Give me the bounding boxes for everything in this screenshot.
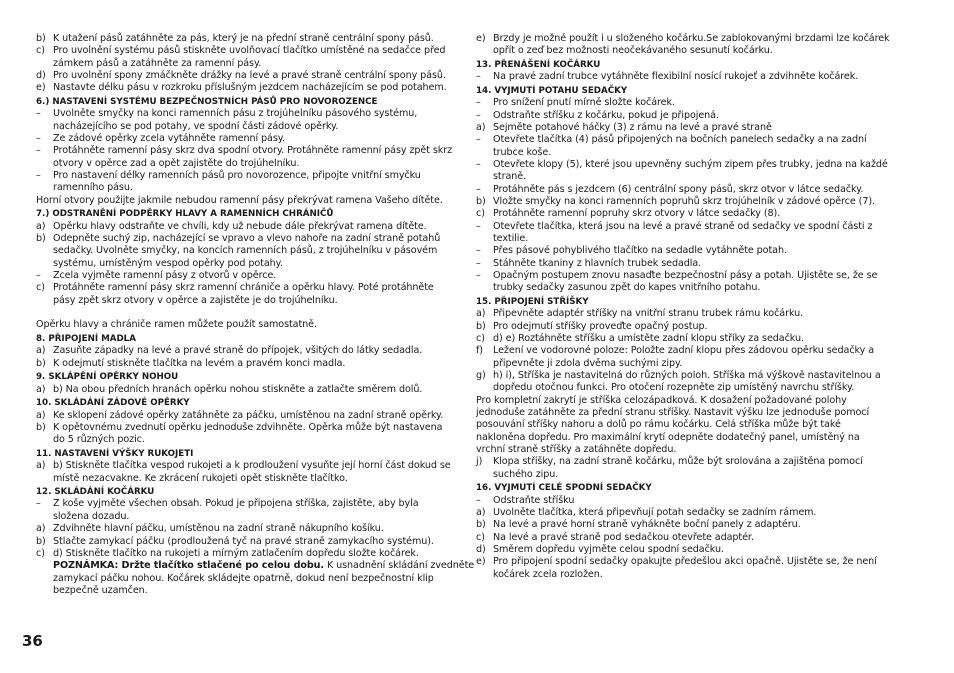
line-text: Odepněte suchý zip, nacházející se vpravo a vlevo nahoře na zadní straně potahů (53, 233, 441, 244)
list-marker: – (476, 71, 481, 83)
list-marker: – (36, 170, 41, 182)
list-item (476, 495, 892, 507)
line-text: Opěrku hlavy a chrániče ramen můžete použít samostatně. (36, 319, 317, 331)
list-item (36, 573, 456, 585)
line-text: nakloněna dopředu. Pro maximální krytí odepněte dodatečný panel, umístěný na (476, 431, 860, 443)
list-item (36, 434, 456, 446)
list-item (476, 519, 892, 531)
line-text: Sejměte potahové háčky (3) z rámu na levé a pravé straně (493, 121, 772, 133)
list-marker: e) (476, 33, 486, 44)
line-text: Brzdy je možné použít i u složeného kočárku.Se zablokovanými brzdami lze kočárek (493, 33, 890, 44)
list-item (476, 321, 892, 333)
list-item (476, 358, 892, 370)
line-text: Pro uvolnění systému pásů stiskněte uvolňovací tlačítko umístěné na sedačce před (53, 45, 446, 57)
list-item (476, 469, 892, 481)
line-text: Nastavte délku pásu v rozkroku příslušným jezdcem nacházejícím se pod potahem. (53, 82, 447, 94)
line-text: Připevněte adaptér stříšky na vnitřní stranu trubek rámu kočárku. (493, 308, 804, 320)
list-marker: c) (476, 208, 485, 220)
list-item (36, 45, 456, 57)
list-item (476, 456, 892, 468)
line-text: Otevřete tlačítka, která jsou na levé a pravé straně od sedačky ve spodní části z (493, 220, 873, 232)
list-item (36, 345, 456, 357)
section-heading: 16. VYJMUTÍ CELÉ SPODNÍ SEDAČKY (476, 483, 652, 494)
line-text: Pro připojení spodní sedačky opakujte předešlou akci opačně. Ujistěte se, že není (493, 556, 877, 568)
list-marker (476, 233, 493, 245)
line-text: Pro kompletní zakrytí je stříška celozápadková. K dosažení požadované polohy (476, 394, 847, 406)
line-text: Odstraňte stříšku (493, 494, 575, 506)
list-marker: b) (36, 357, 46, 369)
list-item (476, 569, 892, 581)
line-text: Opačným postupem znovu nasaďte bezpečnostní pásy a potah. Ujistěte se, že se (493, 270, 878, 282)
list-marker: – (36, 108, 41, 120)
line-text: bezpečně uzamčen. (53, 584, 148, 596)
note-line (36, 560, 475, 572)
line-text: opřít o zeď bez možnosti neočekávaného sesunutí kočárku. (493, 45, 773, 57)
right-column (476, 33, 892, 581)
line-text: zamykací páčku nohou. Kočárek skládejte opatrně, dokud není bezpečnostní klip (53, 572, 434, 584)
list-marker (36, 585, 53, 597)
list-marker (36, 560, 53, 572)
list-marker (36, 258, 53, 270)
line-text: Otevřete klopy (5), které jsou upevněny suchým zipem přes trubky, jedna na každé (493, 158, 888, 170)
list-marker: – (476, 97, 481, 109)
line-text: h) i), Stříška je nastavitelná do různých poloh. Stříška má výškově nastavitelnou a (493, 370, 881, 382)
list-item (476, 134, 892, 146)
line-text: dopředu otočnou funkci. Pro otočení rozepněte zip umístěný navrchu stříšky. (493, 382, 855, 394)
list-marker: b) (476, 519, 486, 531)
section-heading: 10. SKLÁDÁNÍ ZÁDOVÉ OPĚRKY (36, 397, 190, 408)
list-marker: a) (36, 409, 46, 421)
line-text: Ležení ve vodorovné poloze: Položte zadní klopu přes zádovou opěrku sedačky a (493, 345, 875, 357)
list-item (36, 585, 456, 597)
list-marker (36, 182, 53, 194)
list-marker: – (476, 109, 481, 121)
section-heading: 7.) ODSTRANĚNÍ PODPĚRKY HLAVY A RAMENNÍCH CHRÁNIČŮ (36, 209, 334, 220)
line-text: b) Na obou předních hranách opěrku nohou stiskněte a zatlačte směrem dolů. (53, 383, 423, 395)
list-marker: b) (36, 535, 46, 547)
line-text: suchého zipu. (493, 468, 559, 480)
list-item (36, 58, 456, 70)
section-heading: 12. SKLÁDÁNÍ KOČÁRKU (36, 486, 155, 497)
list-marker (476, 171, 493, 183)
list-marker: a) (476, 507, 486, 519)
line-text: nacházejícího se pod potahy, ve spodní části zádové opěrky. (53, 120, 339, 132)
list-item (36, 221, 456, 233)
line-text: jednoduše zatáhněte za přední stranu stříšky. Nastavit výšku lze jednoduše pomocí (476, 407, 870, 419)
list-marker: g) (476, 370, 486, 382)
line-text: Na pravé zadní trubce vytáhněte flexibilní nosící rukojeť a zdvihněte kočárek. (493, 71, 859, 83)
page-number: 36 (22, 632, 43, 650)
list-item (36, 536, 456, 548)
line-text: místě nezacvakne. Ke zkrácení rukojeti opět stiskněte tlačítko. (53, 472, 348, 484)
note-label: POZNÁMKA: Držte tlačítko stlačené po celou dobu. (53, 560, 324, 572)
line-text: d) Stiskněte tlačítko na rukojeti a mírným zatlačením dopředu složte kočárek. (53, 547, 419, 559)
list-marker (36, 511, 53, 523)
list-item (476, 208, 892, 220)
list-item (36, 33, 456, 45)
line-text: Pro uvolnění spony zmáčkněte drážky na levé a pravé straně centrální spony pásů. (53, 70, 446, 82)
spacer (36, 307, 456, 319)
line-text: trubce koše. (493, 146, 552, 158)
line-text: Klopa stříšky, na zadní straně kočárku, může být srolována a zajištěna pomocí (493, 456, 863, 468)
list-item (36, 270, 456, 282)
list-marker (36, 245, 53, 257)
list-item (36, 410, 456, 422)
list-item (476, 221, 892, 233)
line-text: textilie. (493, 233, 529, 244)
line-text (53, 560, 474, 572)
list-item (476, 507, 892, 519)
list-marker: a) (476, 308, 486, 320)
section-heading: 6.) NASTAVENÍ SYSTÉMU BEZPEČNOSTNÍCH PÁSŮ PRO NOVOROZENCE (36, 96, 378, 107)
list-marker (36, 573, 53, 585)
list-marker: – (476, 257, 481, 269)
line-text: Zdvihněte hlavní páčku, umístěnou na zadní straně nákupního košíku. (53, 523, 384, 535)
line-text: Pro snížení pnutí mírně složte kočárek. (493, 97, 675, 109)
list-marker: – (476, 220, 481, 232)
line-text: K odejmutí stiskněte tlačítka na levém a pravém konci madla. (53, 357, 346, 369)
section-heading: 8. PŘIPOJENÍ MADLA (36, 333, 136, 344)
line-text: Zcela vyjměte ramenní pásy z otvorů v opěrce. (53, 270, 277, 282)
list-marker: – (476, 134, 481, 146)
list-item (476, 270, 892, 282)
list-marker (36, 121, 53, 133)
list-marker: – (36, 145, 41, 157)
list-item (36, 121, 456, 133)
list-item (476, 33, 892, 45)
list-item (36, 233, 456, 245)
list-item (36, 145, 456, 157)
section-heading: 9. SKLÁPĚNÍ OPĚRKY NOHOU (36, 372, 179, 383)
line-text: pásy zpět skrz otvory v opěrce a zajistěte je do trojúhelníku. (53, 294, 338, 306)
paragraph-line (476, 432, 892, 444)
list-item (36, 282, 456, 294)
line-text: posouvání stříšky nahoru a dolů po rámu kočárku. Celá stříška může být také (476, 419, 841, 431)
list-item (36, 498, 456, 510)
list-marker: j) (476, 456, 483, 468)
list-item (36, 422, 456, 434)
list-marker: e) (36, 82, 46, 94)
list-item (476, 184, 892, 196)
list-item (476, 544, 892, 556)
list-item (36, 158, 456, 170)
list-marker (476, 382, 493, 394)
line-text: vrchní straně stříšky a zatáhněte dopředu. (476, 444, 677, 456)
line-text: systému, umístěným vespod opěrky pod potahy. (53, 257, 283, 269)
list-item (36, 473, 456, 485)
list-item (476, 147, 892, 159)
line-text: K opětovnému zvednutí opěrku jednoduše zdvihněte. Opěrka může být nastavena (53, 421, 443, 433)
paragraph-line (476, 444, 892, 456)
line-text: Vložte smyčky na konci ramenních popruhů skrz trojúhelník v zádové opěrce (7). (493, 195, 875, 207)
list-item (476, 345, 892, 357)
list-marker (36, 58, 53, 70)
list-item (476, 370, 892, 382)
line-text: d) e) Roztáhněte stříšku a umístěte zadní klopu stříky za sedačku. (493, 333, 804, 344)
list-item (36, 258, 456, 270)
list-item (476, 382, 892, 394)
line-text: Uvolněte smyčky na konci ramenních pásu z trojúhelníku pásového systému, (53, 108, 418, 120)
list-marker: c) (36, 45, 45, 57)
list-marker: a) (36, 345, 46, 357)
list-item (36, 460, 456, 472)
line-text: Protáhněte ramenní popruhy skrz otvory v látce sedačky (8). (493, 208, 781, 220)
list-item (476, 159, 892, 171)
line-text: Stáhněte tkaniny z hlavních trubek sedadla. (493, 257, 702, 269)
paragraph-line (476, 395, 892, 407)
paragraph-line (36, 319, 456, 331)
list-marker: – (36, 133, 41, 144)
list-item (36, 548, 456, 560)
list-marker (476, 469, 493, 481)
line-text: K utažení pásů zatáhněte za pás, který je na přední straně centrální spony pásů. (53, 33, 434, 44)
list-marker (36, 295, 53, 307)
section-heading: 13. PŘENÁŠENÍ KOČÁRKU (476, 59, 601, 70)
list-item (476, 282, 892, 294)
list-marker: – (476, 245, 481, 257)
section-heading: 14. VYJMUTÍ POTAHU SEDAČKY (476, 85, 628, 96)
list-marker (476, 358, 493, 370)
list-item (36, 182, 456, 194)
list-marker: c) (476, 531, 485, 543)
list-item (36, 70, 456, 82)
line-text: připevněte ji zdola dvěma suchými zipy. (493, 357, 683, 369)
list-marker (476, 147, 493, 159)
paragraph-line (476, 419, 892, 431)
list-marker: – (476, 158, 481, 170)
list-item (476, 532, 892, 544)
line-text: straně. (493, 171, 527, 183)
list-item (476, 171, 892, 183)
line-text: Otevřete tlačítka (4) pásů připojených na bočních panelech sedačky a na zadní (493, 134, 867, 146)
line-text: Ze zádové opěrky zcela vytáhněte ramenní pásy. (53, 133, 285, 144)
left-column (36, 33, 475, 597)
paragraph-line (476, 407, 892, 419)
list-marker: c) (36, 547, 45, 559)
list-marker: b) (36, 233, 46, 244)
list-item (476, 110, 892, 122)
line-text: kočárek zcela rozložen. (493, 568, 603, 580)
list-item (476, 122, 892, 134)
list-item (476, 333, 892, 345)
line-text: otvory v opěrce zad a opět zajistěte do trojúhelníku. (53, 157, 300, 169)
list-marker: a) (36, 220, 46, 232)
list-item (476, 233, 892, 245)
list-marker: c) (476, 333, 485, 344)
list-marker: b) (476, 195, 486, 207)
line-text: Pro odejmutí stříšky proveďte opačný postup. (493, 320, 708, 332)
note-text: K usnadnění skládání zvedněte (323, 560, 475, 572)
list-item (36, 523, 456, 535)
line-text: Opěrku hlavy odstraňte ve chvíli, kdy už nebude dále překrývat ramena dítěte. (53, 220, 427, 232)
list-marker: b) (476, 320, 486, 332)
list-item (36, 511, 456, 523)
line-text: Na levé a pravé horní straně vyhákněte boční panely z adaptéru. (493, 519, 801, 531)
list-marker: b) (36, 421, 46, 433)
list-marker: – (476, 270, 481, 282)
line-text: sedačky. Uvolněte smyčky, na koncích ramenních pásů, z trojúhelníku v pásovém (53, 245, 438, 257)
list-item (476, 245, 892, 257)
line-text: Uvolněte tlačítka, která připevňují potah sedačky se zadním rámem. (493, 507, 817, 519)
list-item (476, 71, 892, 83)
list-marker (476, 45, 493, 57)
list-marker: a) (36, 460, 46, 472)
line-text: Směrem dopředu vyjměte celou spodní sedačku. (493, 544, 724, 556)
line-text: trubky sedačky zasunou zpět do kapes vnitřního potahu. (493, 282, 761, 294)
list-item (476, 196, 892, 208)
list-marker (36, 434, 53, 446)
line-text: Protáhněte ramenní pásy skrz ramenní chrániče a opěrku hlavy. Poté protáhněte (53, 282, 434, 294)
list-marker (36, 473, 53, 485)
list-marker (36, 158, 53, 170)
line-text: Z koše vyjměte všechen obsah. Pokud je připojena stříška, zajistěte, aby byla (53, 498, 419, 510)
list-item (36, 82, 456, 94)
list-item (36, 358, 456, 370)
list-item (36, 170, 456, 182)
list-marker: d) (476, 544, 486, 556)
list-item (476, 97, 892, 109)
list-marker (476, 282, 493, 294)
list-marker: c) (36, 282, 45, 294)
list-marker: f) (476, 345, 483, 357)
list-marker: a) (36, 523, 46, 535)
list-item (476, 556, 892, 568)
paragraph-line (36, 195, 456, 207)
list-marker: d) (36, 70, 46, 82)
line-text: Zasuňte západky na levé a pravé straně do přípojek, všitých do látky sedadla. (53, 345, 423, 357)
list-marker: b) (36, 33, 46, 44)
line-text: Ke sklopení zádové opěrky zatáhněte za páčku, umístěnou na zadní straně opěrky. (53, 409, 444, 421)
line-text: ramenního pásu. (53, 182, 133, 194)
section-heading: 11. NASTAVENÍ VÝŠKY RUKOJETI (36, 448, 194, 459)
line-text: Přes pásové pohyblivého tlačítko na sedadle vytáhněte potah. (493, 245, 787, 257)
list-item (36, 133, 456, 145)
list-item (36, 245, 456, 257)
list-item (36, 108, 456, 120)
list-marker: a) (476, 121, 486, 133)
list-marker (476, 569, 493, 581)
line-text: b) Stiskněte tlačítka vespod rukojeti a k prodloužení vysuňte její horní část dokud se (53, 460, 451, 472)
line-text: zámkem pásů a zatáhněte za ramenní pásy. (53, 57, 262, 69)
section-heading: 15. PŘIPOJENÍ STŘÍŠKY (476, 296, 589, 307)
list-item (476, 308, 892, 320)
list-item (476, 45, 892, 57)
list-marker: e) (476, 556, 486, 568)
line-text: Protáhněte pás s jezdcem (6) centrální spony pásů, skrz otvor v látce sedačky. (493, 183, 864, 195)
line-text: Horní otvory použijte jakmile nebudou ramenní pásy překrývat ramena Vašeho dítěte. (36, 194, 443, 206)
list-marker: – (36, 498, 41, 510)
line-text: Na levé a pravé straně pod sedačkou otevřete adaptér. (493, 531, 754, 543)
list-marker: a) (36, 383, 46, 395)
line-text: složena dozadu. (53, 510, 130, 522)
list-item (476, 258, 892, 270)
list-marker: – (476, 494, 481, 506)
list-marker: – (36, 270, 41, 282)
list-item (36, 384, 456, 396)
line-text: do 5 různých pozic. (53, 434, 145, 446)
list-marker: – (476, 183, 481, 195)
line-text: Protáhněte ramenní pásy skrz dva spodní otvory. Protáhněte ramenní pásy zpět skrz (53, 145, 453, 157)
line-text: Odstraňte stříšku z kočárku, pokud je připojená. (493, 109, 719, 121)
line-text: Stlačte zamykací páčku (prodloužená tyč na pravé straně zamykacího systému). (53, 535, 434, 547)
list-item (36, 295, 456, 307)
line-text: Pro nastavení délky ramenních pásů pro novorozence, připojte vnitřní smyčku (53, 170, 421, 182)
